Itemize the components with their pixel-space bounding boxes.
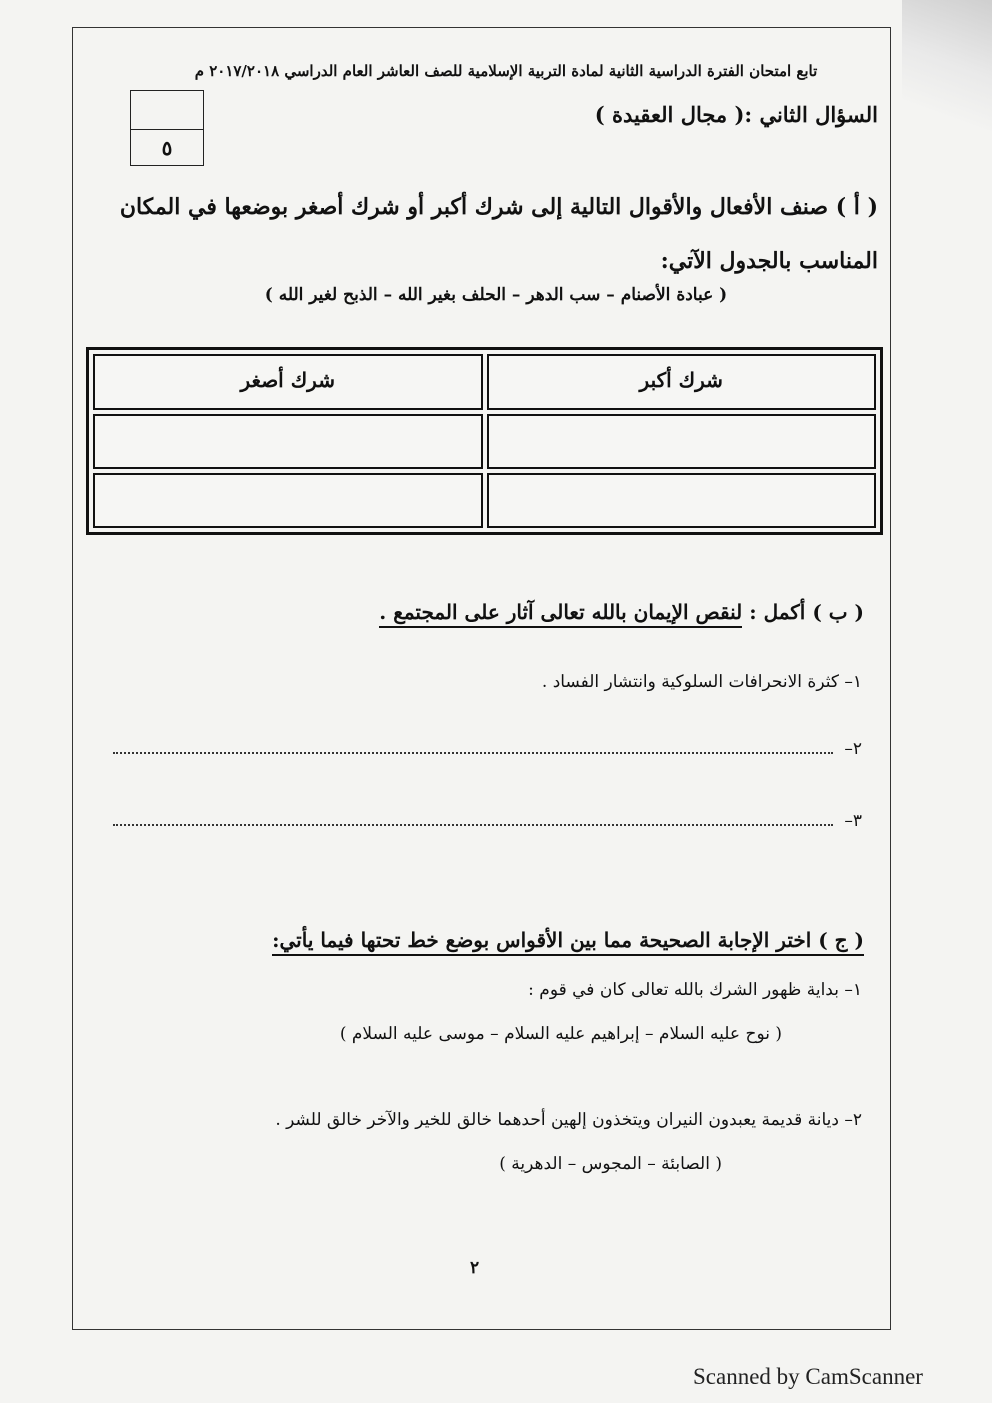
- table-cell-minor-1[interactable]: [93, 414, 483, 469]
- answer-line-3[interactable]: [113, 810, 833, 826]
- part-c-question-2: ٢– ديانة قديمة يعبدون النيران ويتخذون إلهين أحدهما خالق للخير والآخر خالق للشر .: [275, 1110, 862, 1130]
- page-corner-fold: [902, 0, 992, 160]
- page-number: ٢: [470, 1258, 480, 1278]
- part-b-label: ( ب ) أكمل :: [749, 600, 864, 624]
- exam-header: تابع امتحان الفترة الدراسية الثانية لمادة التربية الإسلامية للصف العاشر العام الدراسي ٢٠١٧/٢٠١٨ م: [194, 62, 818, 80]
- answer-line-2[interactable]: [113, 738, 833, 754]
- score-box-mark: ٥: [161, 136, 173, 160]
- table-cell-major-2[interactable]: [487, 473, 877, 528]
- part-b-statement: لنقص الإيمان بالله تعالى آثار على المجتمع .: [379, 600, 742, 628]
- part-b-item-2: [113, 738, 862, 759]
- score-box: [130, 90, 204, 166]
- part-c-heading: [272, 928, 864, 952]
- part-b-item-2-number: ٢–: [844, 739, 862, 759]
- classification-table: [86, 347, 883, 535]
- score-box-blank: [131, 91, 203, 130]
- word-bank: ( عبادة الأصنام – سب الدهر – الحلف بغير الله – الذبح لغير الله ): [264, 285, 728, 305]
- part-c-instruction: ( ج ) اختر الإجابة الصحيحة مما بين الأقواس بوضع خط تحتها فيما يأتي:: [272, 928, 864, 956]
- question-title: السؤال الثاني :( مجال العقيدة ): [594, 102, 878, 127]
- part-b-item-3: [113, 810, 862, 831]
- table-cell-minor-2[interactable]: [93, 473, 483, 528]
- part-a-instruction: ( أ ) صنف الأفعال والأقوال التالية إلى شرك أكبر أو شرك أصغر بوضعها في المكان المناسب بالجدول الآتي:: [119, 194, 878, 274]
- table-cell-major-1[interactable]: [487, 414, 877, 469]
- part-b-item-3-number: ٣–: [844, 811, 862, 831]
- scanner-watermark: Scanned by CamScanner: [693, 1364, 923, 1389]
- part-b-item-1: ١– كثرة الانحرافات السلوكية وانتشار الفساد .: [541, 672, 862, 692]
- table-header-minor-shirk: شرك أصغر: [93, 354, 483, 410]
- table-header-major-shirk: شرك أكبر: [487, 354, 877, 410]
- part-c-question-1: ١– بداية ظهور الشرك بالله تعالى كان في قوم :: [528, 980, 862, 1000]
- part-c-question-2-choices[interactable]: ( الصابئة – المجوس – الدهرية ): [499, 1154, 722, 1174]
- part-b-heading: [379, 600, 864, 624]
- part-c-question-1-choices[interactable]: ( نوح عليه السلام – إبراهيم عليه السلام – موسى عليه السلام ): [339, 1024, 782, 1044]
